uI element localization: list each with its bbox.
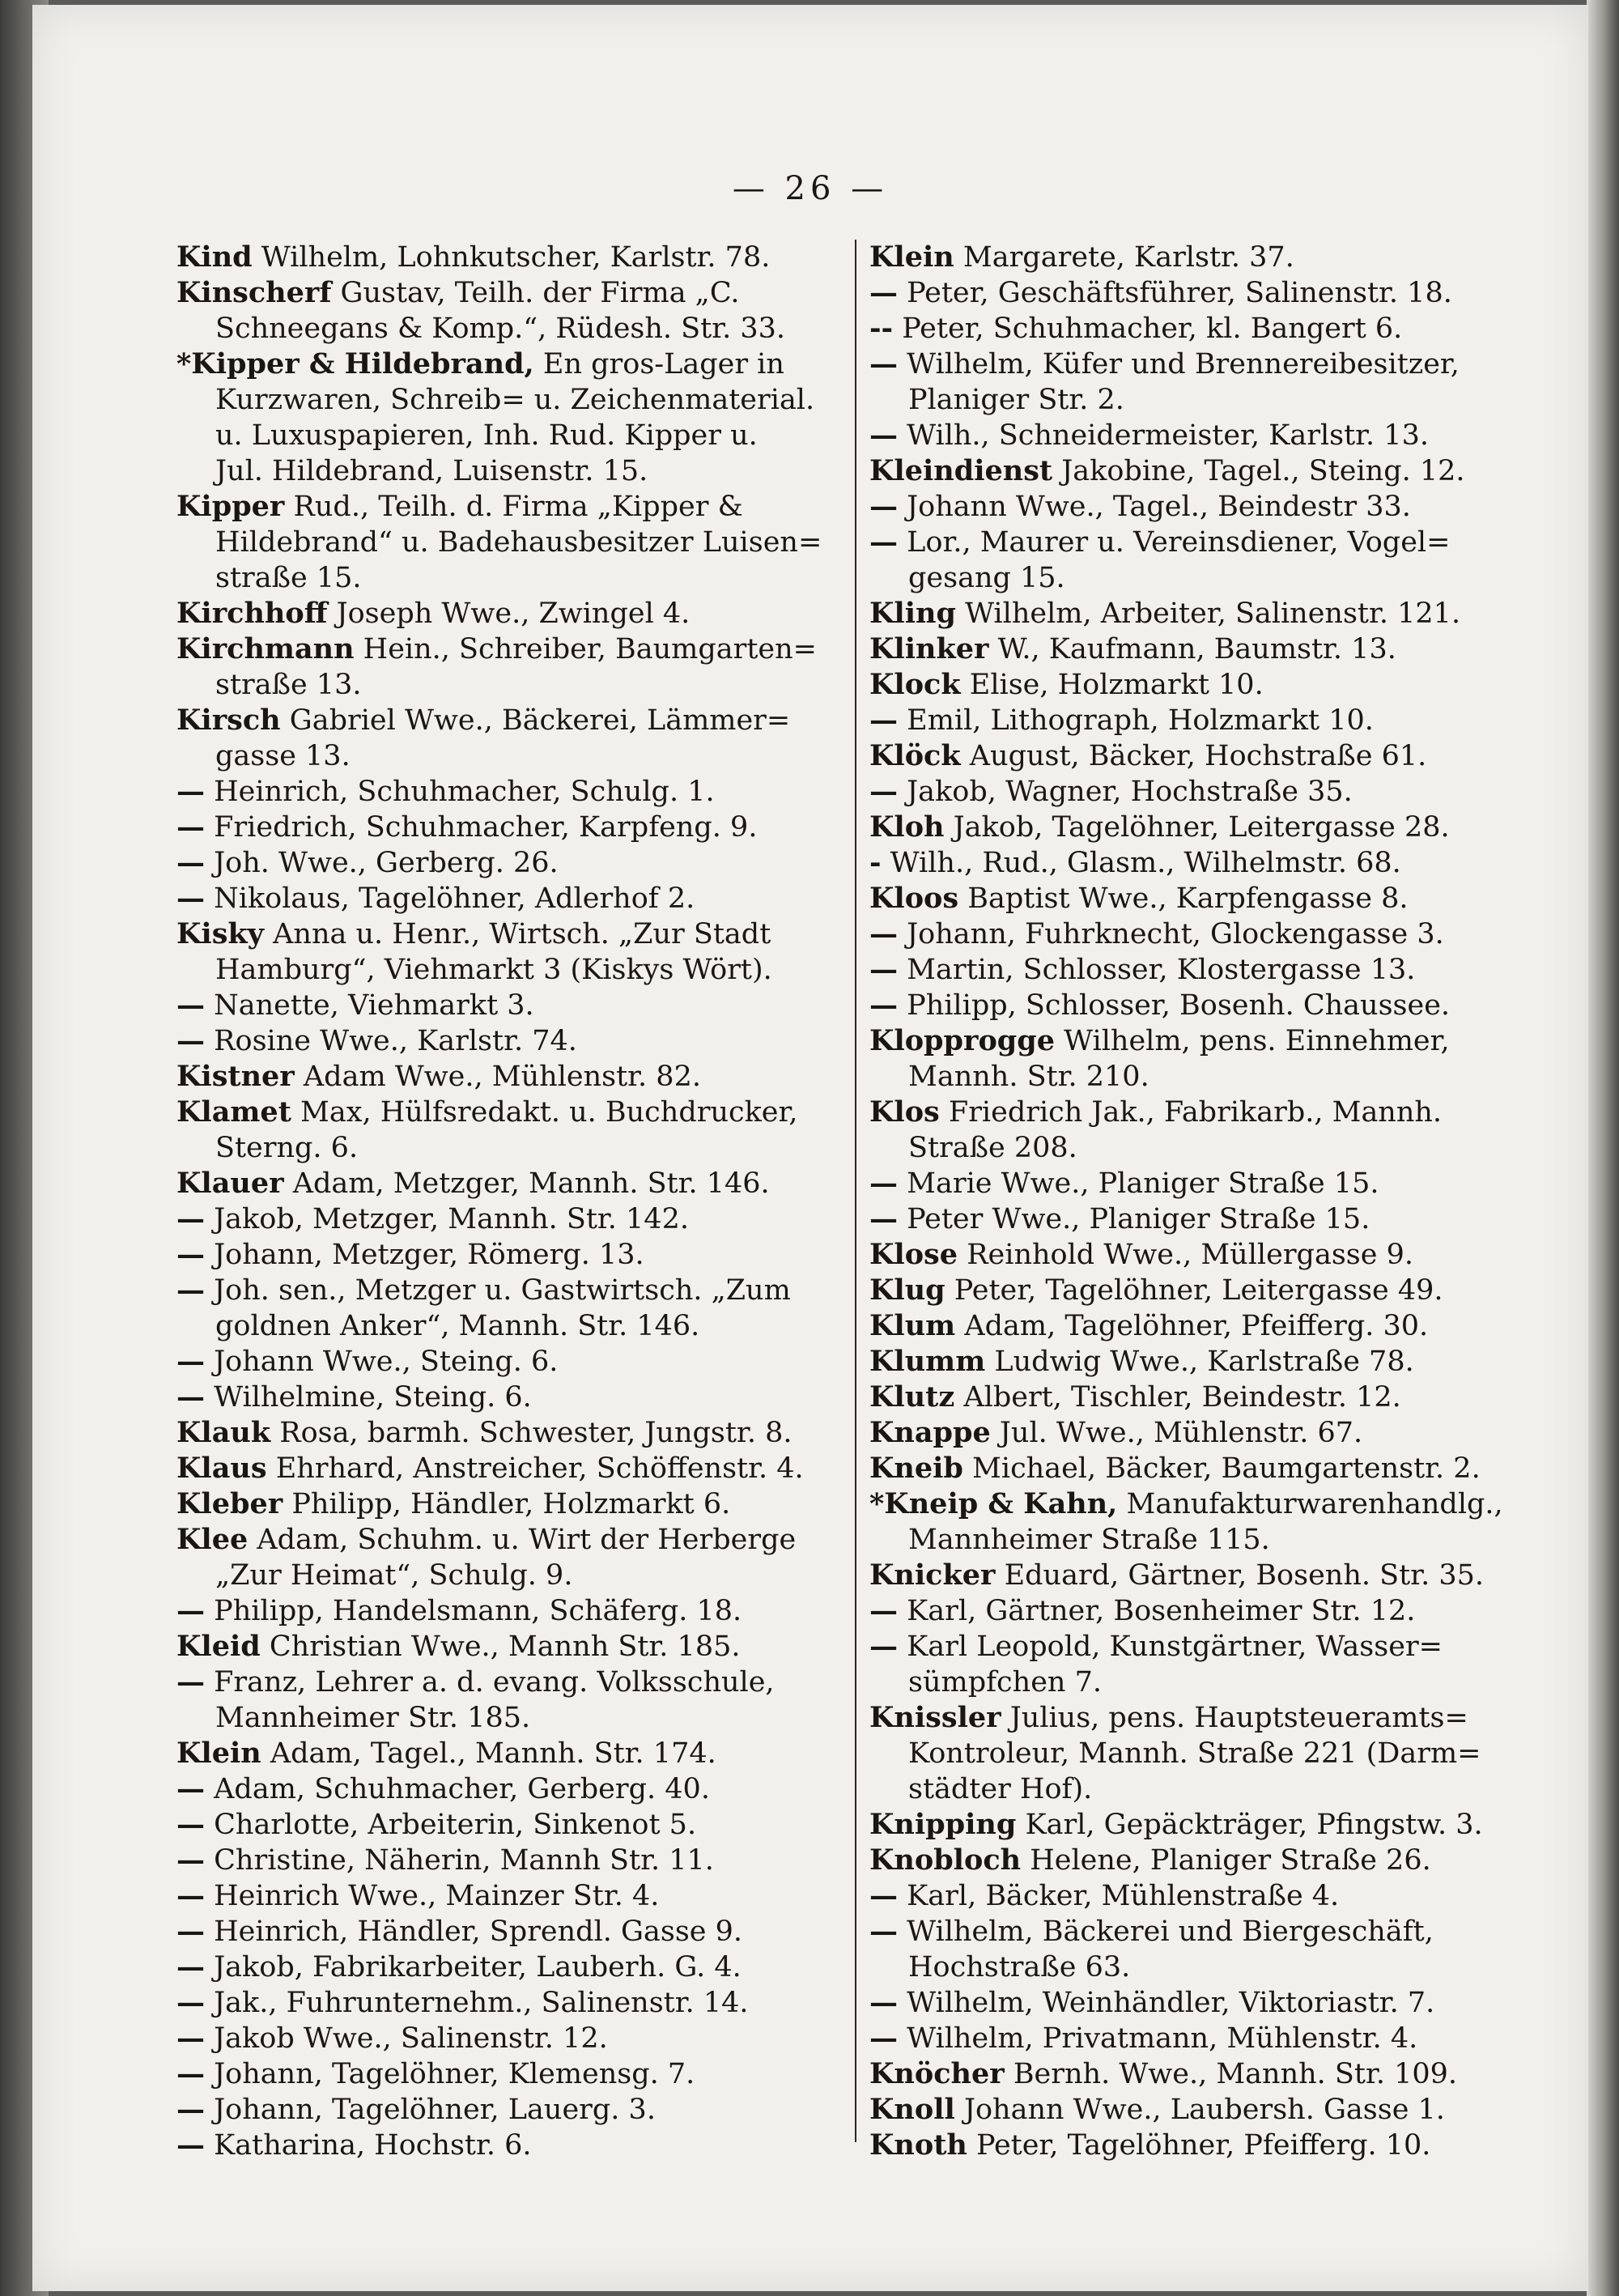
entry-line: Adam, Tagel., Mannh. Str. 174. — [270, 1737, 716, 1770]
entry-surname: Klumm — [869, 1345, 986, 1378]
entry-surname: Kneib — [869, 1452, 963, 1485]
directory-entry — [869, 1700, 1501, 1807]
entry-line: Peter, Geschäftsführer, Salinenstr. 18. — [907, 277, 1452, 309]
entry-line: Albert, Tischler, Beindestr. 12. — [963, 1381, 1401, 1414]
directory-entry — [176, 489, 840, 596]
entry-line: Wilhelm, pens. Einnehmer, — [1064, 1025, 1450, 1057]
directory-entry — [176, 1878, 840, 1914]
entry-surname: — — [176, 1772, 205, 1805]
directory-entry — [869, 1451, 1501, 1486]
entry-surname: — — [176, 1238, 205, 1271]
entry-surname: Kirsch — [176, 704, 281, 737]
entry-surname: — — [176, 1915, 205, 1948]
entry-line: Hochstraße 63. — [908, 1951, 1131, 1983]
directory-entry — [869, 2056, 1501, 2092]
directory-entry — [869, 1166, 1501, 1201]
entry-line: Karl, Gepäckträger, Pfingstw. 3. — [1025, 1809, 1483, 1841]
entry-surname: — — [869, 917, 898, 950]
entry-line: Mannheimer Straße 115. — [908, 1524, 1270, 1556]
entry-line: Johann, Fuhrknecht, Glockengasse 3. — [907, 918, 1444, 950]
directory-entry — [869, 1415, 1501, 1451]
entry-line: Joseph Wwe., Zwingel 4. — [336, 597, 691, 630]
entry-line: Rosine Wwe., Karlstr. 74. — [214, 1025, 577, 1057]
entry-line: Wilhelm, Küfer und Brennereibesitzer, — [907, 348, 1460, 381]
entry-surname: Kleber — [176, 1487, 283, 1520]
entry-surname: Klee — [176, 1523, 249, 1556]
entry-line: Martin, Schlosser, Klostergasse 13. — [907, 954, 1416, 986]
directory-entry — [176, 1344, 840, 1380]
entry-line: Friedrich, Schuhmacher, Karpfeng. 9. — [214, 811, 758, 844]
entry-surname: — — [869, 2022, 898, 2055]
entry-surname: — — [176, 1879, 205, 1912]
entry-line: Wilhelm, Arbeiter, Salinenstr. 121. — [965, 597, 1461, 630]
entry-surname: Kling — [869, 597, 956, 630]
entry-line: Gustav, Teilh. der Firma „C. — [340, 277, 740, 309]
entry-line: Wilhelmine, Steing. 6. — [214, 1381, 532, 1414]
entry-line: Jakob, Fabrikarbeiter, Lauberh. G. 4. — [214, 1951, 742, 1983]
directory-entry — [176, 916, 840, 988]
directory-entry — [176, 596, 840, 631]
directory-entry — [869, 988, 1501, 1023]
entry-surname: Klock — [869, 668, 961, 701]
entry-line: Manufakturwarenhandlg., — [1126, 1488, 1503, 1520]
entry-surname: Kloos — [869, 882, 959, 915]
directory-page — [32, 5, 1588, 2291]
entry-line: Baptist Wwe., Karpfengasse 8. — [967, 882, 1409, 915]
entry-line: städter Hof). — [908, 1773, 1093, 1805]
entry-line: Johann, Metzger, Römerg. 13. — [214, 1239, 644, 1271]
directory-entry — [869, 2021, 1501, 2056]
directory-entry — [176, 988, 840, 1023]
directory-entry — [869, 1558, 1501, 1593]
entry-surname: - — [869, 846, 882, 879]
entry-line: Peter, Schuhmacher, kl. Bangert 6. — [902, 313, 1403, 345]
entry-surname: Kinscherf — [176, 276, 332, 309]
entry-surname: — — [869, 276, 898, 309]
entry-surname: Klutz — [869, 1380, 955, 1414]
entry-line: Hein., Schreiber, Baumgarten= — [363, 633, 817, 665]
entry-surname: Knöcher — [869, 2057, 1005, 2090]
entry-surname: — — [869, 1879, 898, 1912]
entry-line: Philipp, Händler, Holzmarkt 6. — [291, 1488, 731, 1520]
entry-line: Jul. Hildebrand, Luisenstr. 15. — [215, 455, 648, 487]
entry-line: Wilhelm, Lohnkutscher, Karlstr. 78. — [261, 241, 771, 274]
entry-surname: — — [176, 2022, 205, 2055]
directory-entry — [176, 1665, 840, 1736]
entry-surname: Kisky — [176, 917, 265, 950]
directory-entry — [869, 667, 1501, 703]
directory-entry — [176, 1095, 840, 1166]
directory-entry — [176, 275, 840, 347]
entry-line: Jakob, Wagner, Hochstraße 35. — [907, 776, 1353, 808]
entry-line: Katharina, Hochstr. 6. — [214, 2129, 532, 2162]
entry-surname: Kloh — [869, 810, 945, 844]
directory-entry — [176, 1736, 840, 1771]
entry-surname: — — [176, 1380, 205, 1414]
entry-surname: — — [176, 846, 205, 879]
right-column — [869, 240, 1501, 2163]
entry-line: Joh. Wwe., Gerberg. 26. — [214, 847, 559, 879]
entry-surname: — — [176, 1345, 205, 1378]
directory-entry — [176, 240, 840, 275]
entry-surname: — — [869, 775, 898, 808]
directory-entry — [869, 347, 1501, 418]
entry-surname: Knissler — [869, 1701, 1001, 1734]
directory-entry — [869, 774, 1501, 810]
entry-line: Adam, Tagelöhner, Pfeifferg. 30. — [964, 1310, 1429, 1342]
directory-entry — [176, 1522, 840, 1593]
directory-entry — [176, 1914, 840, 1949]
directory-entry — [176, 810, 840, 845]
entry-line: Wilhelm, Privatmann, Mühlenstr. 4. — [907, 2022, 1418, 2055]
entry-line: August, Bäcker, Hochstraße 61. — [969, 740, 1427, 772]
directory-entry — [869, 1486, 1501, 1558]
entry-surname: — — [869, 347, 898, 381]
entry-line: sümpfchen 7. — [908, 1666, 1102, 1699]
entry-surname: Kistner — [176, 1060, 295, 1093]
entry-line: straße 13. — [215, 669, 362, 701]
entry-surname: Kipper — [176, 490, 285, 523]
directory-entry — [869, 240, 1501, 275]
directory-entry — [869, 596, 1501, 631]
entry-line: Charlotte, Arbeiterin, Sinkenot 5. — [214, 1809, 697, 1841]
directory-entry — [176, 1843, 840, 1878]
page-number: — 26 — — [732, 170, 889, 207]
entry-line: Christian Wwe., Mannh Str. 185. — [269, 1631, 741, 1663]
entry-line: Emil, Lithograph, Holzmarkt 10. — [907, 704, 1374, 737]
directory-entry — [869, 1914, 1501, 1985]
directory-entry — [869, 1807, 1501, 1843]
entry-line: Johann Wwe., Laubersh. Gasse 1. — [963, 2094, 1445, 2126]
directory-entry — [869, 916, 1501, 952]
left-column — [176, 240, 840, 2163]
entry-surname: Klose — [869, 1238, 958, 1271]
entry-line: Adam, Schuhmacher, Gerberg. 40. — [214, 1773, 710, 1805]
directory-entry — [869, 1201, 1501, 1237]
entry-surname: — — [176, 989, 205, 1022]
entry-surname: Klein — [176, 1737, 261, 1770]
entry-surname: — — [869, 1202, 898, 1235]
entry-surname: Klein — [869, 240, 954, 274]
entry-line: Philipp, Schlosser, Bosenh. Chaussee. — [907, 989, 1451, 1022]
directory-entry — [869, 1344, 1501, 1380]
entry-line: Straße 208. — [908, 1132, 1077, 1164]
entry-line: Jakob, Metzger, Mannh. Str. 142. — [214, 1203, 689, 1235]
entry-surname: — — [176, 1594, 205, 1627]
entry-line: Gabriel Wwe., Bäckerei, Lämmer= — [289, 704, 791, 737]
directory-entry — [869, 952, 1501, 988]
entry-surname: — — [176, 1273, 205, 1307]
directory-entry — [869, 845, 1501, 881]
directory-entry — [869, 1095, 1501, 1166]
column-divider — [855, 240, 856, 2142]
entry-surname: — — [869, 490, 898, 523]
entry-surname: — — [176, 882, 205, 915]
entry-line: Anna u. Henr., Wirtsch. „Zur Stadt — [273, 918, 771, 950]
entry-line: Eduard, Gärtner, Bosenh. Str. 35. — [1004, 1559, 1484, 1592]
directory-entry — [869, 1023, 1501, 1095]
directory-entry — [869, 275, 1501, 311]
entry-line: Reinhold Wwe., Müllergasse 9. — [967, 1239, 1413, 1271]
entry-line: Peter Wwe., Planiger Straße 15. — [907, 1203, 1370, 1235]
directory-entry — [176, 1237, 840, 1273]
directory-entry — [176, 2056, 840, 2092]
entry-line: Bernh. Wwe., Mannh. Str. 109. — [1013, 2058, 1458, 2090]
scan-right-edge — [1587, 0, 1619, 2296]
directory-entry — [869, 631, 1501, 667]
entry-line: goldnen Anker“, Mannh. Str. 146. — [215, 1310, 700, 1342]
entry-surname: — — [176, 775, 205, 808]
entry-line: Adam, Metzger, Mannh. Str. 146. — [292, 1167, 770, 1200]
directory-entry — [869, 1843, 1501, 1878]
entry-surname: — — [176, 810, 205, 844]
directory-entry — [869, 703, 1501, 738]
entry-surname: — — [869, 1167, 898, 1200]
entry-line: Jakob, Tagelöhner, Leitergasse 28. — [953, 811, 1450, 844]
entry-surname: Klaus — [176, 1452, 267, 1485]
directory-entry — [869, 1629, 1501, 1700]
directory-entry — [176, 845, 840, 881]
entry-line: Joh. sen., Metzger u. Gastwirtsch. „Zum — [214, 1274, 791, 1307]
entry-line: Philipp, Handelsmann, Schäferg. 18. — [214, 1595, 742, 1627]
directory-entry — [176, 1023, 840, 1059]
entry-line: Helene, Planiger Straße 26. — [1030, 1844, 1431, 1877]
entry-surname: — — [176, 2057, 205, 2090]
directory-entry — [176, 1166, 840, 1201]
directory-entry — [176, 1486, 840, 1522]
entry-line: Elise, Holzmarkt 10. — [969, 669, 1264, 701]
entry-line: Max, Hülfsredakt. u. Buchdrucker, — [300, 1096, 798, 1129]
entry-surname: — — [869, 1986, 898, 2019]
entry-line: Jakobine, Tagel., Steing. 12. — [1061, 455, 1465, 487]
entry-line: Heinrich, Schuhmacher, Schulg. 1. — [214, 776, 715, 808]
entry-line: Marie Wwe., Planiger Straße 15. — [907, 1167, 1379, 1200]
entry-surname: Klopprogge — [869, 1024, 1056, 1057]
entry-line: Karl Leopold, Kunstgärtner, Wasser= — [907, 1631, 1443, 1663]
directory-entry — [869, 525, 1501, 596]
entry-line: gesang 15. — [908, 562, 1065, 594]
directory-entry — [176, 1380, 840, 1415]
directory-entry — [176, 2092, 840, 2128]
entry-surname: — — [869, 1630, 898, 1663]
entry-surname: Knipping — [869, 1808, 1017, 1841]
directory-entry — [869, 489, 1501, 525]
entry-line: Schneegans & Komp.“, Rüdesh. Str. 33. — [215, 313, 786, 345]
entry-line: „Zur Heimat“, Schulg. 9. — [215, 1559, 573, 1592]
directory-entry — [176, 347, 840, 489]
entry-line: Peter, Tagelöhner, Pfeifferg. 10. — [975, 2129, 1431, 2162]
entry-line: Rud., Teilh. d. Firma „Kipper & — [293, 491, 743, 523]
entry-surname: Klöck — [869, 739, 961, 772]
entry-surname: Knicker — [869, 1558, 996, 1592]
directory-entry — [869, 453, 1501, 489]
entry-line: Lor., Maurer u. Vereinsdiener, Vogel= — [907, 526, 1451, 559]
entry-line: gasse 13. — [215, 740, 351, 772]
entry-line: Heinrich, Händler, Sprendl. Gasse 9. — [214, 1915, 743, 1948]
directory-entry — [869, 1237, 1501, 1273]
entry-surname: — — [176, 1986, 205, 2019]
directory-entry — [176, 1273, 840, 1344]
entry-surname: — — [176, 1950, 205, 1983]
entry-line: Wilh., Rud., Glasm., Wilhelmstr. 68. — [890, 847, 1401, 879]
entry-line: Jul. Wwe., Mühlenstr. 67. — [999, 1417, 1363, 1449]
entry-line: Johann Wwe., Tagel., Beindestr 33. — [907, 491, 1411, 523]
entry-line: Michael, Bäcker, Baumgartenstr. 2. — [972, 1452, 1481, 1485]
entry-surname: -- — [869, 312, 894, 345]
entry-surname: Kleid — [176, 1630, 261, 1663]
entry-surname: — — [869, 1915, 898, 1948]
entry-line: Johann, Tagelöhner, Lauerg. 3. — [214, 2094, 656, 2126]
entry-line: Rosa, barmh. Schwester, Jungstr. 8. — [279, 1417, 793, 1449]
entry-line: Christine, Näherin, Mannh Str. 11. — [214, 1844, 714, 1877]
entry-line: Ehrhard, Anstreicher, Schöffenstr. 4. — [275, 1452, 804, 1485]
entry-line: Hamburg“, Viehmarkt 3 (Kiskys Wört). — [215, 954, 772, 986]
directory-entry — [869, 2128, 1501, 2163]
entry-line: u. Luxuspapieren, Inh. Rud. Kipper u. — [215, 419, 758, 452]
entry-surname: Klug — [869, 1273, 945, 1307]
directory-entry — [869, 881, 1501, 916]
directory-entry — [869, 1308, 1501, 1344]
entry-surname: Klinker — [869, 632, 989, 665]
entry-surname: *Kipper & Hildebrand, — [176, 347, 534, 381]
directory-entry — [869, 738, 1501, 774]
entry-line: Peter, Tagelöhner, Leitergasse 49. — [954, 1274, 1443, 1307]
entry-surname: — — [869, 704, 898, 737]
entry-line: Heinrich Wwe., Mainzer Str. 4. — [214, 1880, 660, 1912]
entry-surname: Klauk — [176, 1416, 271, 1449]
directory-entry — [869, 311, 1501, 347]
directory-entry — [176, 881, 840, 916]
entry-surname: — — [869, 953, 898, 986]
entry-line: Adam, Schuhm. u. Wirt der Herberge — [257, 1524, 797, 1556]
entry-surname: Kirchhoff — [176, 597, 328, 630]
entry-line: Sterng. 6. — [215, 1132, 359, 1164]
directory-entry — [176, 1949, 840, 1985]
entry-line: Johann Wwe., Steing. 6. — [214, 1346, 559, 1378]
entry-line: Jakob Wwe., Salinenstr. 12. — [214, 2022, 608, 2055]
entry-line: Ludwig Wwe., Karlstraße 78. — [994, 1346, 1414, 1378]
entry-line: Jak., Fuhrunternehm., Salinenstr. 14. — [214, 1987, 749, 2019]
directory-entry — [176, 1807, 840, 1843]
entry-surname: Knoll — [869, 2093, 955, 2126]
entry-surname: — — [176, 2128, 205, 2162]
directory-entry — [176, 1629, 840, 1665]
entry-surname: — — [869, 1594, 898, 1627]
directory-entry — [176, 1415, 840, 1451]
directory-entry — [176, 1451, 840, 1486]
entry-line: Wilh., Schneidermeister, Karlstr. 13. — [907, 419, 1429, 452]
entry-line: Kontroleur, Mannh. Straße 221 (Darm= — [908, 1737, 1481, 1770]
entry-surname: — — [176, 1808, 205, 1841]
entry-surname: — — [176, 1024, 205, 1057]
entry-line: Margarete, Karlstr. 37. — [962, 241, 1294, 274]
entry-line: Franz, Lehrer a. d. evang. Volksschule, — [214, 1666, 775, 1699]
directory-entry — [176, 1985, 840, 2021]
entry-surname: — — [869, 419, 898, 452]
entry-line: En gros-Lager in — [542, 348, 784, 381]
entry-surname: Knoth — [869, 2128, 967, 2162]
entry-line: Wilhelm, Bäckerei und Biergeschäft, — [907, 1915, 1434, 1948]
entry-surname: Knobloch — [869, 1843, 1022, 1877]
entry-surname: — — [869, 989, 898, 1022]
directory-entry — [176, 774, 840, 810]
directory-entry — [869, 810, 1501, 845]
entry-line: Nanette, Viehmarkt 3. — [214, 989, 534, 1022]
entry-line: Karl, Bäcker, Mühlenstraße 4. — [907, 1880, 1340, 1912]
directory-entry — [869, 1878, 1501, 1914]
directory-entry — [176, 2128, 840, 2163]
entry-line: Hildebrand“ u. Badehausbesitzer Luisen= — [215, 526, 822, 559]
entry-surname: — — [869, 525, 898, 559]
entry-line: Adam Wwe., Mühlenstr. 82. — [303, 1061, 701, 1093]
directory-entry — [869, 1593, 1501, 1629]
entry-line: Nikolaus, Tagelöhner, Adlerhof 2. — [214, 882, 695, 915]
entry-surname: Kleindienst — [869, 454, 1053, 487]
directory-entry — [176, 2021, 840, 2056]
directory-entry — [176, 1771, 840, 1807]
entry-surname: — — [176, 1843, 205, 1877]
directory-entry — [176, 631, 840, 703]
entry-line: straße 15. — [215, 562, 362, 594]
entry-line: W., Kaufmann, Baumstr. 13. — [997, 633, 1396, 665]
entry-surname: Klamet — [176, 1095, 291, 1129]
entry-line: Wilhelm, Weinhändler, Viktoriastr. 7. — [907, 1987, 1435, 2019]
directory-entry — [869, 418, 1501, 453]
entry-line: Kurzwaren, Schreib= u. Zeichenmaterial. — [215, 384, 815, 416]
directory-entry — [869, 1380, 1501, 1415]
entry-surname: Kirchmann — [176, 632, 355, 665]
entry-line: Mannheimer Str. 185. — [215, 1702, 531, 1734]
entry-surname: Knappe — [869, 1416, 991, 1449]
entry-surname: — — [176, 1665, 205, 1699]
entry-surname: *Kneip & Kahn, — [869, 1487, 1118, 1520]
entry-surname: Klos — [869, 1095, 940, 1129]
directory-entry — [869, 2092, 1501, 2128]
entry-surname: — — [176, 1202, 205, 1235]
entry-line: Karl, Gärtner, Bosenheimer Str. 12. — [907, 1595, 1416, 1627]
entry-surname: — — [176, 2093, 205, 2126]
entry-line: Planiger Str. 2. — [908, 384, 1124, 416]
entry-line: Mannh. Str. 210. — [908, 1061, 1149, 1093]
directory-entry — [176, 703, 840, 774]
directory-entry — [176, 1059, 840, 1095]
directory-entry — [869, 1273, 1501, 1308]
entry-line: Johann, Tagelöhner, Klemensg. 7. — [214, 2058, 695, 2090]
directory-entry — [176, 1201, 840, 1237]
entry-line: Julius, pens. Hauptsteueramts= — [1009, 1702, 1468, 1734]
directory-entry — [176, 1593, 840, 1629]
entry-surname: Klauer — [176, 1167, 284, 1200]
directory-entry — [869, 1985, 1501, 2021]
entry-surname: Klum — [869, 1309, 956, 1342]
entry-line: Friedrich Jak., Fabrikarb., Mannh. — [948, 1096, 1443, 1129]
entry-surname: Kind — [176, 240, 253, 274]
